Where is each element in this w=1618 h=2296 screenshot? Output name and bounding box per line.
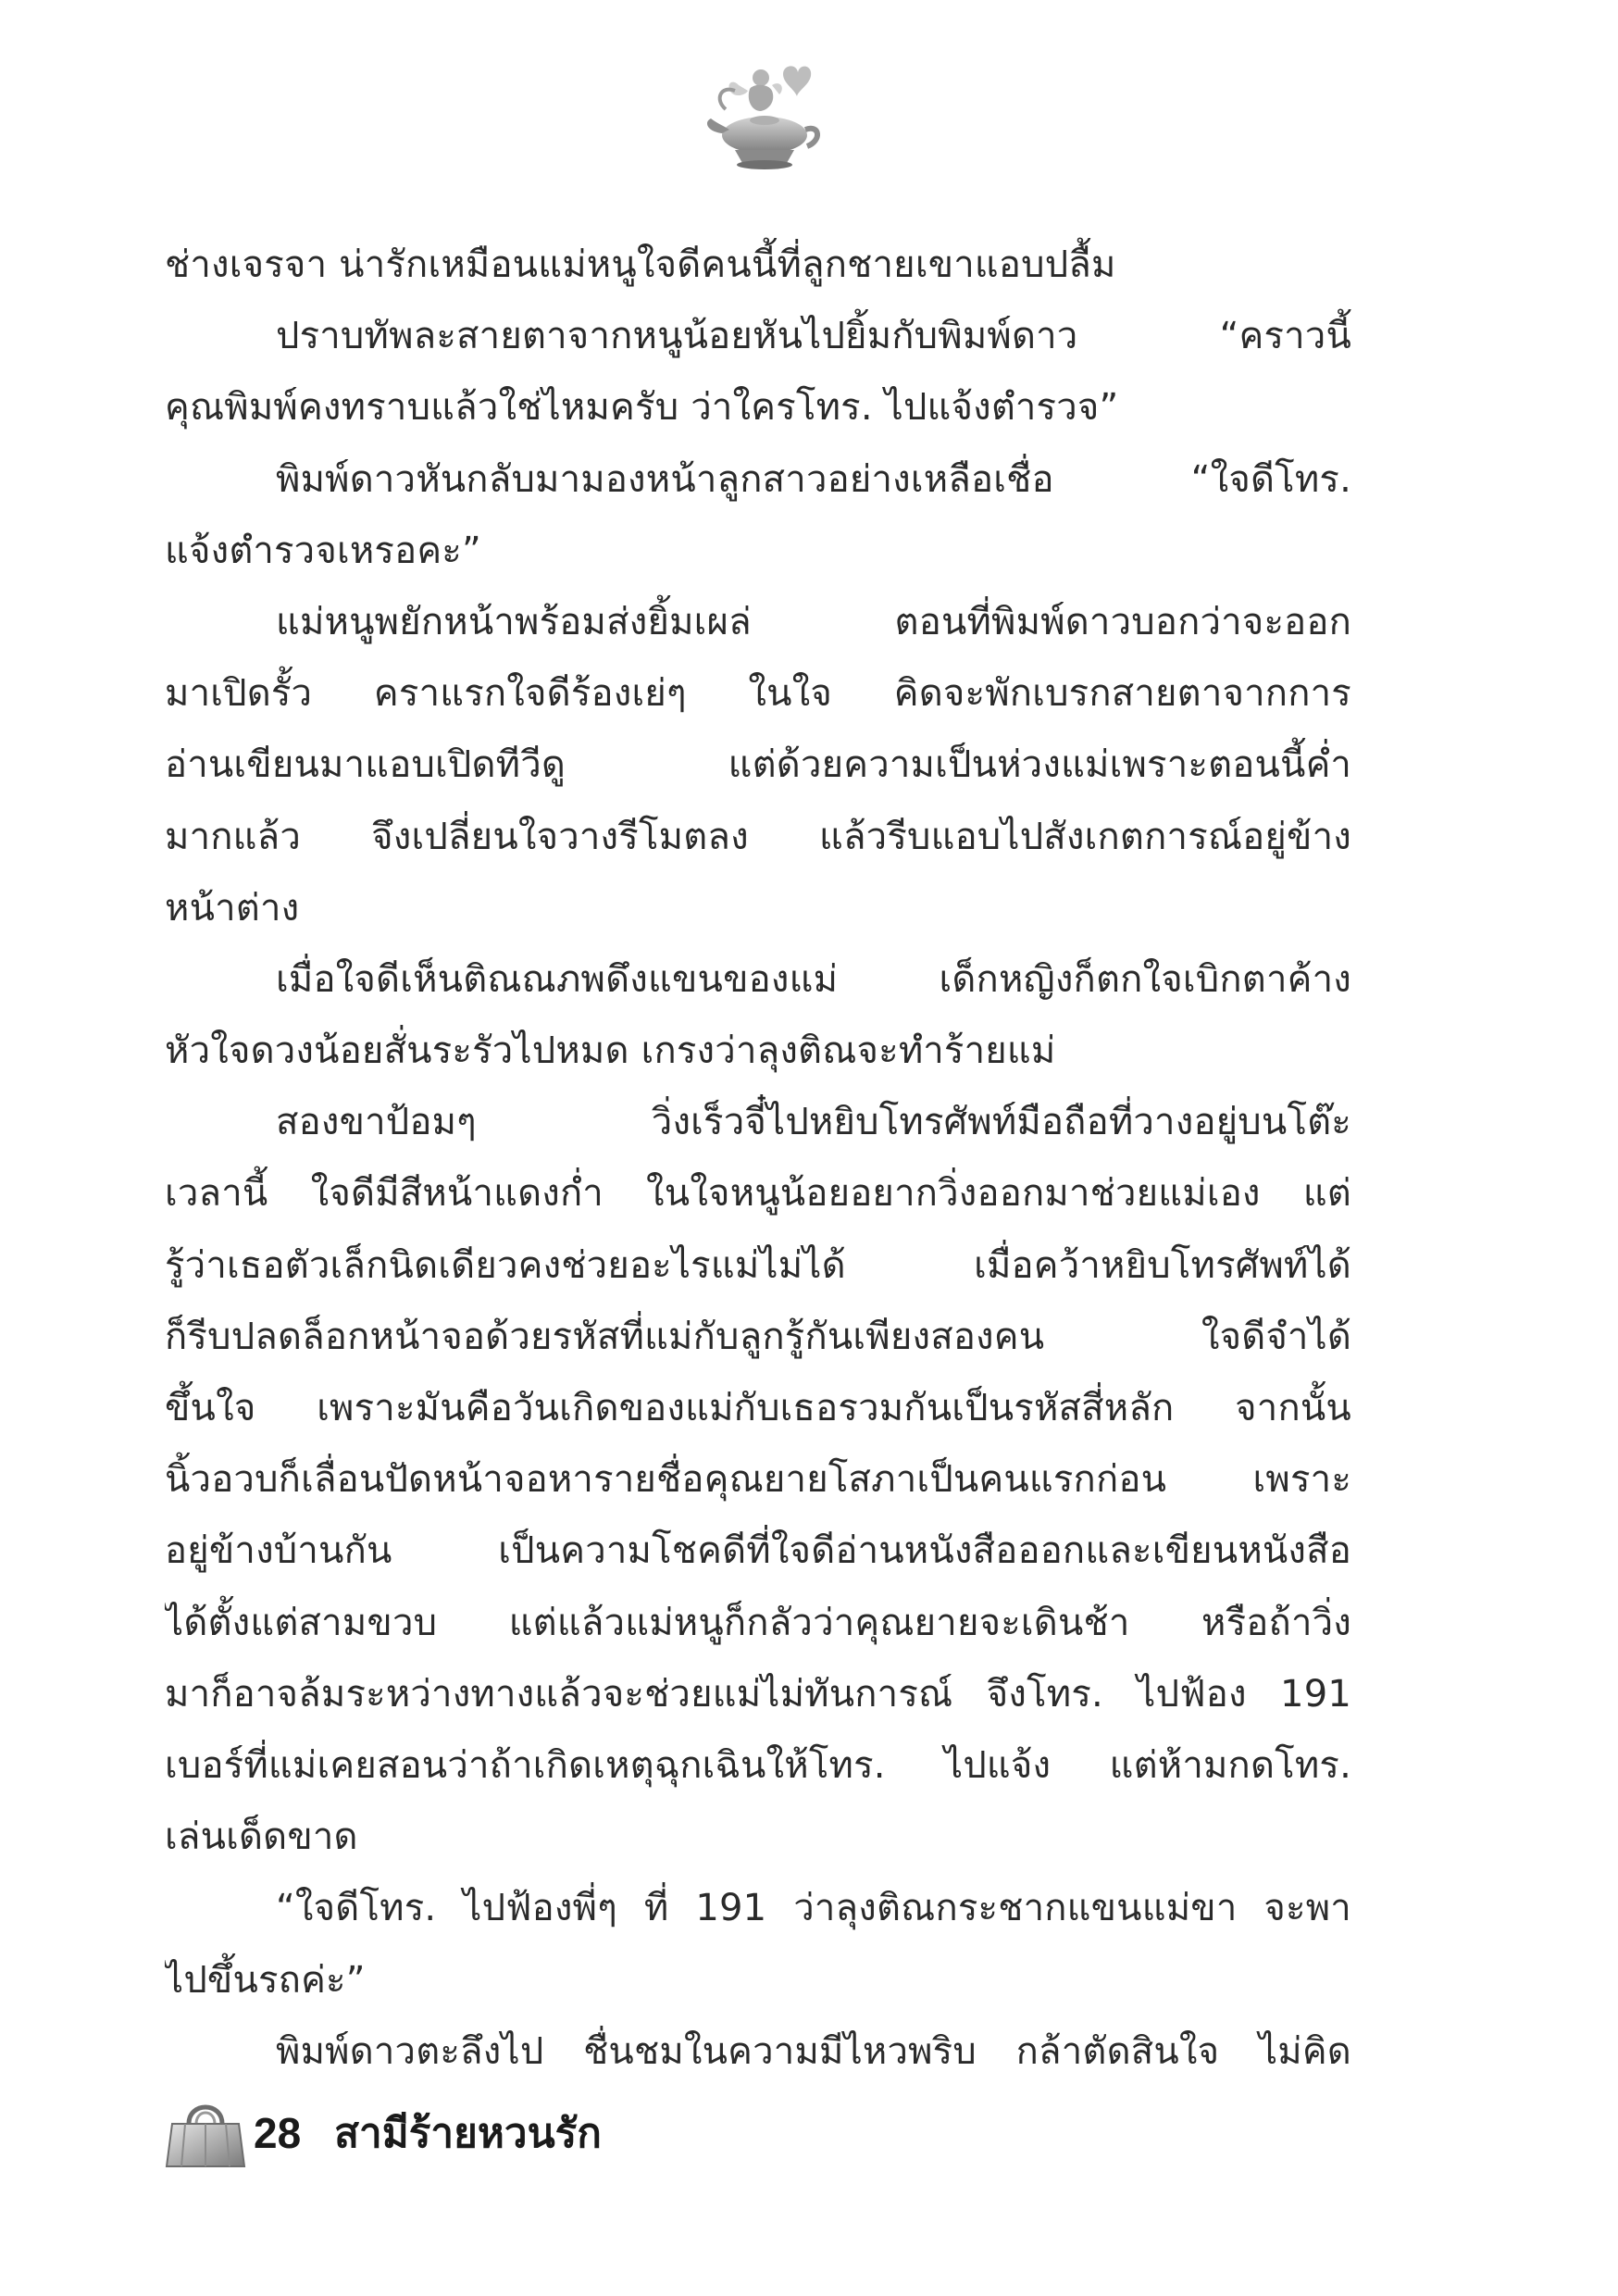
text-line [165, 1016, 1351, 1087]
text-word: ชื่นชมในความมีไหวพริบ [583, 2029, 977, 2073]
text-line [165, 1087, 1351, 1158]
text-word: มาก็อาจล้มระหว่างทางแล้วจะช่วยแม่ไม่ทันการณ์ [165, 1672, 953, 1716]
text-word: แต่ [1302, 1172, 1351, 1216]
text-word: ขึ้นใจ [165, 1387, 256, 1429]
text-word: ไม่คิด [1258, 2029, 1351, 2073]
text-word: มากแล้ว [165, 815, 302, 858]
text-word: เวลานี้ [165, 1172, 268, 1216]
text-line [165, 230, 1351, 301]
text-word: ว่าลุงติณกระชากแขนแม่ขา [793, 1887, 1238, 1930]
text-word: เป็นความโชคดีที่ใจดีอ่านหนังสือออกและเขียนหนังสือ [498, 1529, 1351, 1573]
text-line [165, 587, 1351, 658]
text-line [165, 2016, 1351, 2088]
text-line [165, 1516, 1351, 1587]
text-line [165, 1802, 1351, 1873]
text-word: จึงโทร. [986, 1672, 1103, 1716]
text-word: ในใจ [748, 672, 833, 716]
text-line [165, 1588, 1351, 1659]
text-word: พิมพ์ดาวหันกลับมามองหน้าลูกสาวอย่างเหลือเชื่อ [276, 457, 1054, 501]
text-word: ไปฟ้อง [1137, 1672, 1247, 1716]
text-word: “ใจดีโทร. [276, 1887, 437, 1930]
text-line [165, 730, 1351, 801]
text-word: แต่แล้วแม่หนูก็กลัวว่าคุณยายจะเดินช้า [508, 1601, 1130, 1644]
text-content: หน้าต่าง [165, 886, 300, 930]
text-word: แต่ห้ามกดโทร. [1109, 1743, 1351, 1787]
page-footer [165, 2094, 602, 2172]
text-word: จึงเปลี่ยนใจวางรีโมตลง [371, 815, 749, 858]
text-line [165, 1230, 1351, 1302]
text-word: เพราะ [1252, 1458, 1351, 1502]
text-content: แจ้งตำรวจเหรอคะ” [165, 529, 481, 572]
text-content: หัวใจดวงน้อยสั่นระรัวไปหมด เกรงว่าลุงติณจะทำร้ายแม่ [165, 1029, 1056, 1073]
text-word: แม่หนูพยักหน้าพร้อมส่งยิ้มเผล่ [276, 600, 752, 643]
book-title: สามีร้ายหวนรัก [334, 2110, 602, 2157]
text-word: อ่านเขียนมาแอบเปิดทีวีดู [165, 743, 566, 787]
text-word: รู้ว่าเธอตัวเล็กนิดเดียวคงช่วยอะไรแม่ไม่ได้ [165, 1243, 846, 1287]
text-word: ใจดีมีสีหน้าแดงก่ำ [310, 1172, 604, 1216]
text-content: คุณพิมพ์คงทราบแล้วใช่ไหมครับ ว่าใครโทร. ไปแจ้งตำรวจ” [165, 386, 1119, 430]
text-word: ที่ [643, 1887, 669, 1930]
body-text [165, 230, 1351, 2088]
text-word: ไปฟ้องพี่ๆ [463, 1887, 617, 1930]
text-word: คราแรกใจดีร้องเย่ๆ [373, 672, 687, 716]
text-word: เพราะมันคือวันเกิดของแม่กับเธอรวมกันเป็นรหัสสี่หลัก [317, 1387, 1175, 1429]
text-line [165, 1873, 1351, 1944]
text-word: ในใจหนูน้อยอยากวิ่งออกมาช่วยแม่เอง [646, 1172, 1261, 1216]
text-line [165, 301, 1351, 372]
text-word: 191 [695, 1887, 767, 1930]
text-word: กล้าตัดสินใจ [1015, 2029, 1220, 2073]
text-content: ไปขึ้นรถค่ะ” [165, 1958, 366, 2002]
teapot-ornament-icon [698, 57, 828, 176]
text-word: ปราบทัพละสายตาจากหนูน้อยหันไปยิ้มกับพิมพ์ดาว [276, 315, 1078, 358]
text-line [165, 516, 1351, 587]
text-content: เล่นเด็ดขาด [165, 1816, 358, 1859]
text-line [165, 372, 1351, 443]
text-word: คิดจะพักเบรกสายตาจากการ [893, 672, 1351, 716]
text-word: เด็กหญิงก็ตกใจเบิกตาค้าง [939, 957, 1351, 1001]
text-line [165, 944, 1351, 1016]
text-line [165, 1945, 1351, 2016]
text-word: ใจดีจำได้ [1201, 1315, 1351, 1358]
text-line [165, 802, 1351, 873]
text-line [165, 1373, 1351, 1444]
text-word: อยู่ข้างบ้านกัน [165, 1529, 392, 1573]
text-word: เบอร์ที่แม่เคยสอนว่าถ้าเกิดเหตุฉุกเฉินให้โทร. [165, 1743, 886, 1787]
text-line [165, 1659, 1351, 1730]
text-word: ตอนที่พิมพ์ดาวบอกว่าจะออก [894, 600, 1351, 643]
text-line [165, 658, 1351, 730]
text-word: เมื่อคว้าหยิบโทรศัพท์ได้ [974, 1243, 1351, 1287]
text-word: 191 [1280, 1672, 1351, 1716]
text-word: จากนั้น [1235, 1387, 1351, 1429]
text-word: ได้ตั้งแต่สามขวบ [165, 1601, 438, 1644]
text-line [165, 1302, 1351, 1373]
page-number: 28 [254, 2109, 302, 2157]
text-line [165, 873, 1351, 944]
text-word: “คราวนี้ [1219, 315, 1351, 358]
text-word: เมื่อใจดีเห็นติณณภพดึงแขนของแม่ [276, 957, 839, 1001]
text-word: พิมพ์ดาวตะลึงไป [276, 2029, 544, 2073]
text-word: ไปแจ้ง [944, 1743, 1052, 1787]
text-line [165, 444, 1351, 516]
text-word: แต่ด้วยความเป็นห่วงแม่เพราะตอนนี้ค่ำ [728, 743, 1351, 787]
text-word: สองขาป้อมๆ [276, 1101, 477, 1144]
text-word: แล้วรีบแอบไปสังเกตการณ์อยู่ข้าง [818, 815, 1351, 858]
text-content: ช่างเจรจา น่ารักเหมือนแม่หนูใจดีคนนี้ที่ลูกชายเขาแอบปลื้ม [165, 243, 1116, 286]
handbag-icon [165, 2096, 246, 2170]
text-line [165, 1730, 1351, 1802]
text-line [165, 1444, 1351, 1516]
text-word: จะพา [1263, 1887, 1351, 1930]
text-word: มาเปิดรั้ว [165, 672, 313, 716]
text-word: หรือถ้าวิ่ง [1201, 1601, 1351, 1644]
text-word: วิ่งเร็วจี๋ไปหยิบโทรศัพท์มือถือที่วางอยู่บนโต๊ะ [651, 1101, 1351, 1144]
text-line [165, 1158, 1351, 1229]
text-word: นิ้วอวบก็เลื่อนปัดหน้าจอหารายชื่อคุณยายโสภาเป็นคนแรกก่อน [165, 1458, 1167, 1502]
text-word: “ใจดีโทร. [1190, 457, 1351, 501]
text-word: ก็รีบปลดล็อกหน้าจอด้วยรหัสที่แม่กับลูกรู้กันเพียงสองคน [165, 1315, 1045, 1358]
